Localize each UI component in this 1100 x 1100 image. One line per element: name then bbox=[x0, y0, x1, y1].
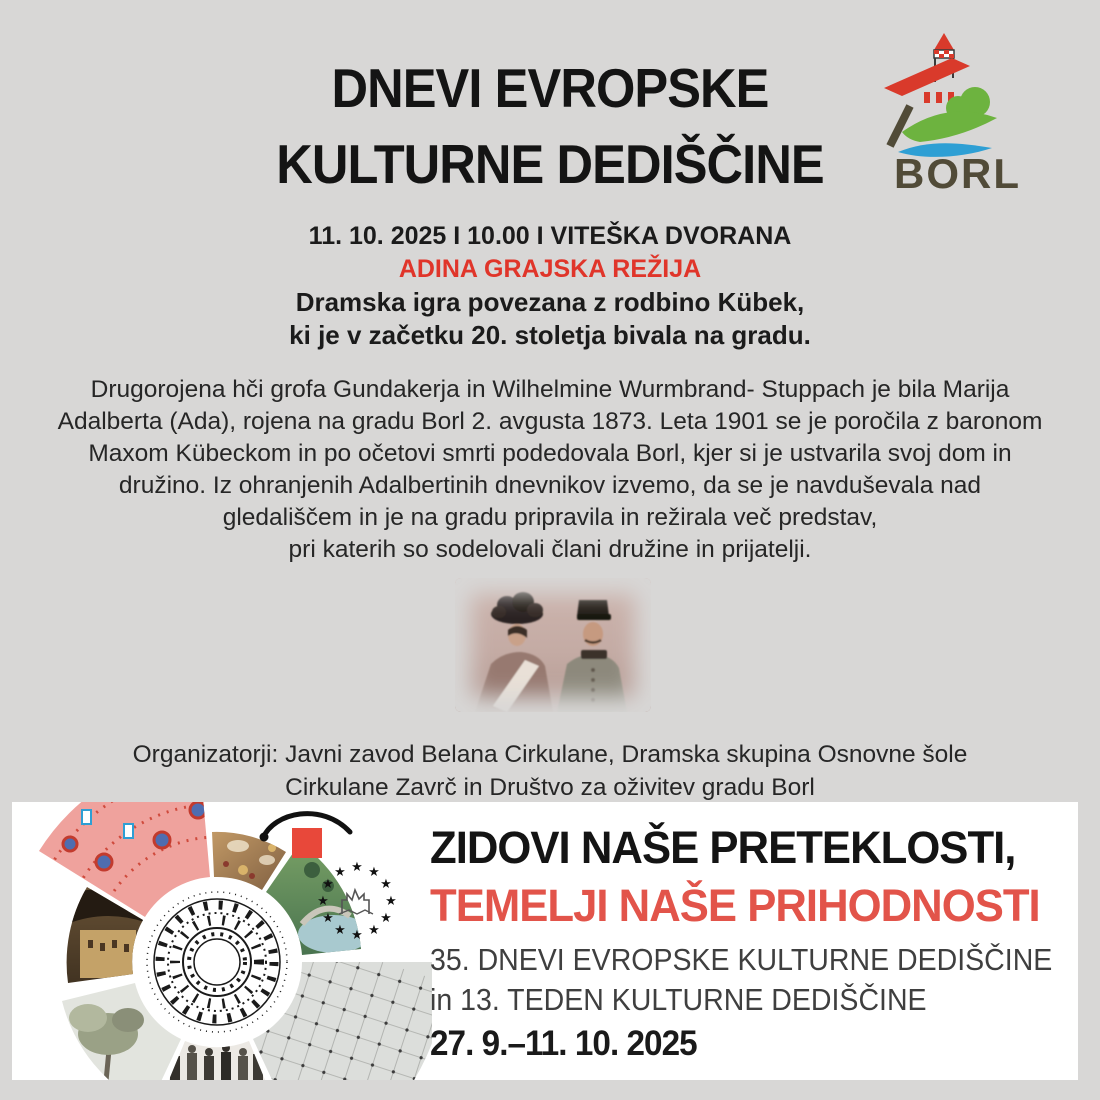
organizers-line-1: Organizatorji: Javni zavod Belana Cirkulane, Dramska skupina Osnovne šole bbox=[132, 741, 968, 768]
svg-text:★: ★ bbox=[351, 860, 363, 875]
svg-text:★: ★ bbox=[317, 894, 329, 909]
rosette-ornament-icon bbox=[133, 878, 301, 1046]
svg-text:★: ★ bbox=[322, 877, 334, 892]
organizers-text bbox=[20, 738, 1080, 804]
photo-vignette bbox=[455, 578, 651, 712]
title-line-2: KULTURNE DEDIŠČINE bbox=[276, 133, 824, 195]
description-line: gledališčem in je na gradu pripravila in režirala več predstav, bbox=[222, 504, 878, 531]
banner-subline-2: in 13. TEDEN KULTURNE DEDIŠČINE bbox=[430, 982, 927, 1017]
title-line-1: DNEVI EVROPSKE bbox=[331, 57, 769, 119]
event-subtitle-1: Dramska igra povezana z rodbino Kübek, bbox=[295, 287, 805, 317]
description-paragraph bbox=[20, 374, 1080, 566]
logo-slash-icon bbox=[890, 106, 910, 146]
svg-text:★: ★ bbox=[368, 923, 380, 938]
svg-text:★: ★ bbox=[385, 894, 397, 909]
description-line: Maxom Kübeckom in po očetovi smrti podedovala Borl, kjer si je ustvarila svoj dom in bbox=[88, 440, 1012, 467]
svg-text:★: ★ bbox=[351, 928, 363, 943]
event-info bbox=[0, 220, 1100, 352]
event-title: ADINA GRAJSKA REŽIJA bbox=[398, 255, 702, 283]
banner-headline-red: TEMELJI NAŠE PRIHODNOSTI bbox=[430, 880, 1040, 931]
heritage-days-banner bbox=[12, 802, 1078, 1080]
svg-text:★: ★ bbox=[380, 911, 392, 926]
banner-headline-black: ZIDOVI NAŠE PRETEKLOSTI, bbox=[430, 822, 1016, 873]
svg-text:★: ★ bbox=[334, 923, 346, 938]
banner-subline-1: 35. DNEVI EVROPSKE KULTURNE DEDIŠČINE bbox=[430, 942, 1053, 977]
banner-dates: 27. 9.–11. 10. 2025 bbox=[430, 1024, 697, 1063]
historical-couple-photo bbox=[455, 578, 651, 712]
svg-text:★: ★ bbox=[322, 911, 334, 926]
borl-castle-logo bbox=[872, 30, 1022, 198]
svg-text:★: ★ bbox=[380, 877, 392, 892]
description-line: Drugorojena hči grofa Gundakerja in Wilhelmine Wurmbrand- Stuppach je bila Marija bbox=[90, 376, 1010, 403]
description-line: družino. Iz ohranjenih Adalbertinih dnevnikov izvemo, da se je navduševala nad bbox=[118, 472, 982, 499]
heritage-photo-collage-icon bbox=[12, 802, 432, 1080]
svg-text:★: ★ bbox=[334, 865, 346, 880]
description-line: pri katerih so sodelovali člani družine in prijatelji. bbox=[288, 536, 812, 563]
description-line: Adalberta (Ada), rojena na gradu Borl 2. avgusta 1873. Leta 1901 se je poročila z baronom bbox=[57, 408, 1043, 435]
event-subtitle-2: ki je v začetku 20. stoletja bivala na gradu. bbox=[289, 320, 811, 350]
borl-logo-text: BORL bbox=[894, 150, 1021, 197]
event-datetime-venue: 11. 10. 2025 I 10.00 I VITEŠKA DVORANA bbox=[308, 222, 792, 250]
organizers-line-2: Cirkulane Zavrč in Društvo za oživitev gradu Borl bbox=[285, 774, 815, 801]
svg-text:★: ★ bbox=[368, 865, 380, 880]
